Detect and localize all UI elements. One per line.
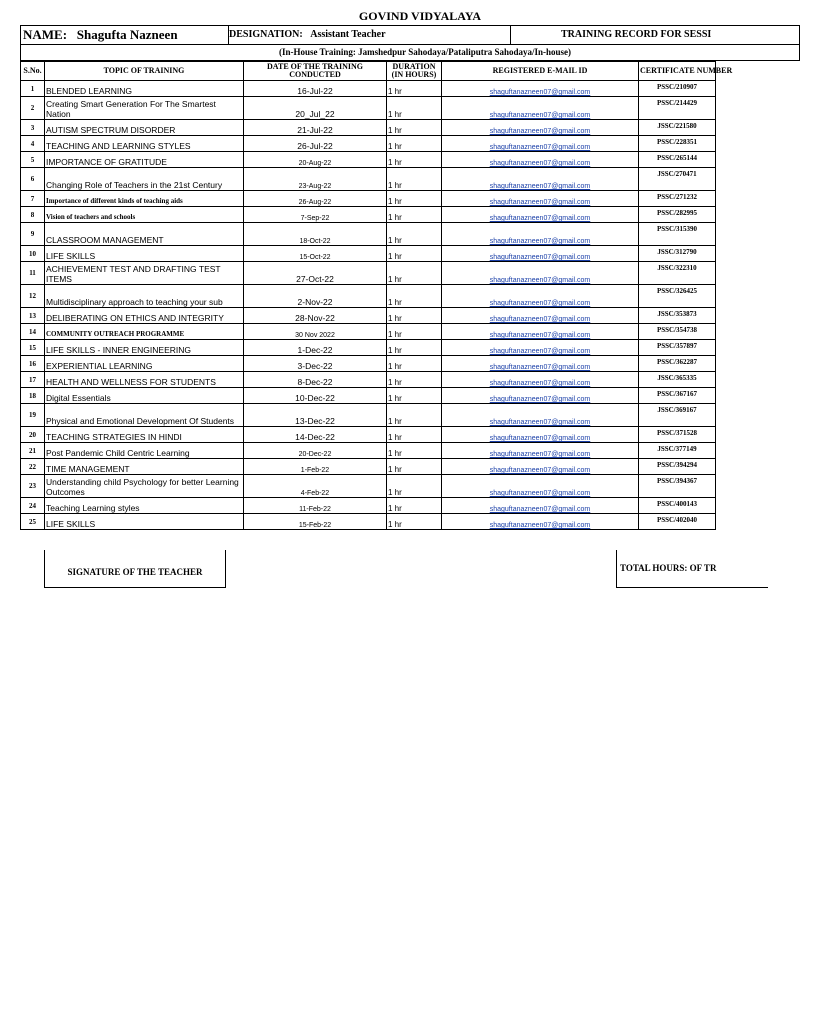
row-topic: Changing Role of Teachers in the 21st Century [45,168,244,191]
row-date: 30 Nov 2022 [244,324,387,340]
row-date: 26-Aug-22 [244,191,387,207]
row-duration: 1 hr [387,388,442,404]
school-name: GOVIND VIDYALAYA [358,9,482,23]
table-row [21,81,716,97]
row-email-cell [442,356,639,372]
row-certificate: PSSC/367167 [639,388,716,404]
row-date: 20-Dec-22 [244,443,387,459]
table-row [21,120,716,136]
row-duration: 1 hr [387,168,442,191]
row-sno: 19 [21,404,45,427]
row-sno: 11 [21,262,45,285]
row-email[interactable]: shaguftanazneen07@gmail.com [489,364,591,371]
row-email[interactable]: shaguftanazneen07@gmail.com [489,332,591,339]
row-date: 23-Aug-22 [244,168,387,191]
table-row [21,404,716,427]
row-duration: 1 hr [387,97,442,120]
table-row [21,308,716,324]
row-email[interactable]: shaguftanazneen07@gmail.com [489,277,591,284]
row-email[interactable]: shaguftanazneen07@gmail.com [489,316,591,323]
row-sno: 12 [21,285,45,308]
table-row [21,443,716,459]
designation-cell [227,26,511,44]
row-certificate: PSSC/402040 [639,514,716,530]
row-sno: 8 [21,207,45,223]
table-row [21,340,716,356]
row-certificate: PSSC/282995 [639,207,716,223]
row-certificate: PSSC/315390 [639,223,716,246]
row-certificate: PSSC/265144 [639,152,716,168]
row-duration: 1 hr [387,372,442,388]
row-email[interactable]: shaguftanazneen07@gmail.com [489,89,591,96]
table-row [21,285,716,308]
row-topic: EXPERIENTIAL LEARNING [45,356,244,372]
table-row [21,324,716,340]
row-certificate: JSSC/270471 [639,168,716,191]
row-duration: 1 hr [387,136,442,152]
row-duration: 1 hr [387,152,442,168]
row-topic: Understanding child Psychology for better Learning Outcomes [45,475,244,498]
row-email-cell [442,372,639,388]
row-email-cell [442,459,639,475]
row-topic: Multidisciplinary approach to teaching your sub [45,285,244,308]
row-duration: 1 hr [387,120,442,136]
row-email-cell [442,340,639,356]
name-cell [21,26,229,44]
table-row [21,152,716,168]
row-certificate: PSSC/228351 [639,136,716,152]
row-email-cell [442,404,639,427]
row-topic: Physical and Emotional Development Of Students [45,404,244,427]
row-email[interactable]: shaguftanazneen07@gmail.com [489,348,591,355]
row-certificate: JSSC/221580 [639,120,716,136]
row-sno: 20 [21,427,45,443]
table-row [21,514,716,530]
row-topic: DELIBERATING ON ETHICS AND INTEGRITY [45,308,244,324]
designation-value: Assistant Teacher [310,29,386,40]
row-email-cell [442,152,639,168]
row-date: 18-Oct-22 [244,223,387,246]
training-subheader: (In-House Training: Jamshedpur Sahodaya/Pataliputra Sahodaya/In-house) [20,45,800,61]
row-duration: 1 hr [387,443,442,459]
col-topic: TOPIC OF TRAINING [45,62,244,81]
row-email-cell [442,168,639,191]
row-certificate: PSSC/357897 [639,340,716,356]
row-email[interactable]: shaguftanazneen07@gmail.com [489,435,591,442]
table-row [21,97,716,120]
col-cert: CERTIFICATE NUMBER [639,62,716,81]
row-sno: 17 [21,372,45,388]
row-email-cell [442,498,639,514]
row-certificate: PSSC/394367 [639,475,716,498]
row-duration: 1 hr [387,285,442,308]
row-date: 13-Dec-22 [244,404,387,427]
table-header-row [21,62,716,81]
row-topic: TEACHING STRATEGIES IN HINDI [45,427,244,443]
row-certificate: PSSC/400143 [639,498,716,514]
row-email-cell [442,475,639,498]
row-topic: TIME MANAGEMENT [45,459,244,475]
row-date: 10-Dec-22 [244,388,387,404]
row-certificate: JSSC/369167 [639,404,716,427]
row-sno: 23 [21,475,45,498]
row-email[interactable]: shaguftanazneen07@gmail.com [489,506,591,513]
row-duration: 1 hr [387,246,442,262]
row-duration: 1 hr [387,356,442,372]
row-duration: 1 hr [387,308,442,324]
row-email-cell [442,81,639,97]
row-topic: IMPORTANCE OF GRATITUDE [45,152,244,168]
row-certificate: PSSC/371528 [639,427,716,443]
row-sno: 1 [21,81,45,97]
row-sno: 10 [21,246,45,262]
row-email-cell [442,120,639,136]
row-date: 3-Dec-22 [244,356,387,372]
row-email[interactable]: shaguftanazneen07@gmail.com [489,380,591,387]
row-certificate: PSSC/394294 [639,459,716,475]
row-sno: 2 [21,97,45,120]
table-row [21,356,716,372]
table-row [21,191,716,207]
col-date: DATE OF THE TRAINING CONDUCTED [244,62,387,81]
row-certificate: PSSC/271232 [639,191,716,207]
row-sno: 5 [21,152,45,168]
row-email[interactable]: shaguftanazneen07@gmail.com [489,160,591,167]
row-topic: ACHIEVEMENT TEST AND DRAFTING TEST ITEMS [45,262,244,285]
row-email[interactable]: shaguftanazneen07@gmail.com [489,183,591,190]
col-sno: S.No. [21,62,45,81]
table-row [21,262,716,285]
row-certificate: PSSC/214429 [639,97,716,120]
row-sno: 9 [21,223,45,246]
table-row [21,388,716,404]
row-duration: 1 hr [387,207,442,223]
row-sno: 22 [21,459,45,475]
row-duration: 1 hr [387,262,442,285]
row-duration: 1 hr [387,340,442,356]
row-email-cell [442,388,639,404]
row-sno: 7 [21,191,45,207]
row-sno: 24 [21,498,45,514]
row-email-cell [442,136,639,152]
row-email[interactable]: shaguftanazneen07@gmail.com [489,419,591,426]
row-email-cell [442,97,639,120]
row-duration: 1 hr [387,459,442,475]
row-certificate: PSSC/210907 [639,81,716,97]
row-topic: Digital Essentials [45,388,244,404]
row-date: 14-Dec-22 [244,427,387,443]
table-row [21,207,716,223]
table-row [21,168,716,191]
row-sno: 18 [21,388,45,404]
row-email-cell [442,207,639,223]
table-body [21,81,716,530]
table-row [21,459,716,475]
table-row [21,223,716,246]
row-duration: 1 hr [387,404,442,427]
row-date: 20-Aug-22 [244,152,387,168]
table-row [21,246,716,262]
row-email[interactable]: shaguftanazneen07@gmail.com [489,238,591,245]
training-table [20,61,733,530]
row-date: 26-Jul-22 [244,136,387,152]
row-sno: 6 [21,168,45,191]
row-date: 28-Nov-22 [244,308,387,324]
row-email-cell [442,324,639,340]
table-row [21,427,716,443]
row-date: 15-Oct-22 [244,246,387,262]
row-email-cell [442,285,639,308]
row-email[interactable]: shaguftanazneen07@gmail.com [489,451,591,458]
name-label: NAME: [23,27,68,42]
row-topic: HEALTH AND WELLNESS FOR STUDENTS [45,372,244,388]
row-email-cell [442,308,639,324]
row-email-cell [442,514,639,530]
table-row [21,498,716,514]
row-duration: 1 hr [387,191,442,207]
row-duration: 1 hr [387,223,442,246]
designation-label: DESIGNATION: [229,29,303,40]
row-certificate: JSSC/365335 [639,372,716,388]
row-certificate: PSSC/326425 [639,285,716,308]
row-topic: COMMUNITY OUTREACH PROGRAMME [45,324,244,340]
row-sno: 25 [21,514,45,530]
row-sno: 3 [21,120,45,136]
row-topic: LIFE SKILLS - INNER ENGINEERING [45,340,244,356]
row-email[interactable]: shaguftanazneen07@gmail.com [489,490,591,497]
row-duration: 1 hr [387,514,442,530]
row-sno: 16 [21,356,45,372]
row-duration: 1 hr [387,498,442,514]
row-email-cell [442,443,639,459]
row-duration: 1 hr [387,427,442,443]
row-topic: TEACHING AND LEARNING STYLES [45,136,244,152]
row-certificate: JSSC/312790 [639,246,716,262]
row-sno: 21 [21,443,45,459]
row-topic: LIFE SKILLS [45,514,244,530]
signature-box: SIGNATURE OF THE TEACHER [44,550,226,588]
row-date: 2-Nov-22 [244,285,387,308]
total-hours-box: TOTAL HOURS: OF TR [616,550,768,588]
row-duration: 1 hr [387,324,442,340]
row-email[interactable]: shaguftanazneen07@gmail.com [489,199,591,206]
row-date: 7-Sep-22 [244,207,387,223]
row-topic: Post Pandemic Child Centric Learning [45,443,244,459]
row-email[interactable]: shaguftanazneen07@gmail.com [489,215,591,222]
row-email-cell [442,262,639,285]
row-topic: BLENDED LEARNING [45,81,244,97]
table-row [21,372,716,388]
row-certificate: PSSC/354738 [639,324,716,340]
row-topic: AUTISM SPECTRUM DISORDER [45,120,244,136]
row-date: 1-Dec-22 [244,340,387,356]
row-certificate: JSSC/353873 [639,308,716,324]
row-sno: 14 [21,324,45,340]
row-topic: Importance of different kinds of teaching aids [45,191,244,207]
row-certificate: JSSC/377149 [639,443,716,459]
row-sno: 4 [21,136,45,152]
row-topic: Creating Smart Generation For The Smartest Nation [45,97,244,120]
row-email-cell [442,223,639,246]
row-topic: LIFE SKILLS [45,246,244,262]
record-title: TRAINING RECORD FOR SESSI [561,29,712,40]
row-date: 4-Feb-22 [244,475,387,498]
row-email[interactable]: shaguftanazneen07@gmail.com [489,254,591,261]
row-certificate: PSSC/362287 [639,356,716,372]
row-duration: 1 hr [387,81,442,97]
row-email-cell [442,246,639,262]
row-topic: Teaching Learning styles [45,498,244,514]
row-date: 27-Oct-22 [244,262,387,285]
row-topic: CLASSROOM MANAGEMENT [45,223,244,246]
row-sno: 15 [21,340,45,356]
row-email[interactable]: shaguftanazneen07@gmail.com [489,112,591,119]
row-email[interactable]: shaguftanazneen07@gmail.com [489,300,591,307]
row-sno: 13 [21,308,45,324]
table-row [21,136,716,152]
row-email-cell [442,191,639,207]
row-email[interactable]: shaguftanazneen07@gmail.com [489,396,591,403]
col-duration: DURATION (IN HOURS) [387,62,442,81]
table-row [21,475,716,498]
row-date: 21-Jul-22 [244,120,387,136]
row-date: 15-Feb-22 [244,514,387,530]
row-date: 8-Dec-22 [244,372,387,388]
row-duration: 1 hr [387,475,442,498]
row-topic: Vision of teachers and schools [45,207,244,223]
row-date: 16-Jul-22 [244,81,387,97]
row-email[interactable]: shaguftanazneen07@gmail.com [489,144,591,151]
row-date: 11-Feb-22 [244,498,387,514]
row-email[interactable]: shaguftanazneen07@gmail.com [489,128,591,135]
row-email[interactable]: shaguftanazneen07@gmail.com [489,467,591,474]
teacher-header [20,25,800,45]
row-email-cell [442,427,639,443]
col-email: REGISTERED E-MAIL ID [442,62,639,81]
row-email[interactable]: shaguftanazneen07@gmail.com [489,522,591,529]
row-certificate: JSSC/322310 [639,262,716,285]
name-value: Shagufta Nazneen [76,27,178,42]
row-date: 20_Jul_22 [244,97,387,120]
row-date: 1-Feb-22 [244,459,387,475]
